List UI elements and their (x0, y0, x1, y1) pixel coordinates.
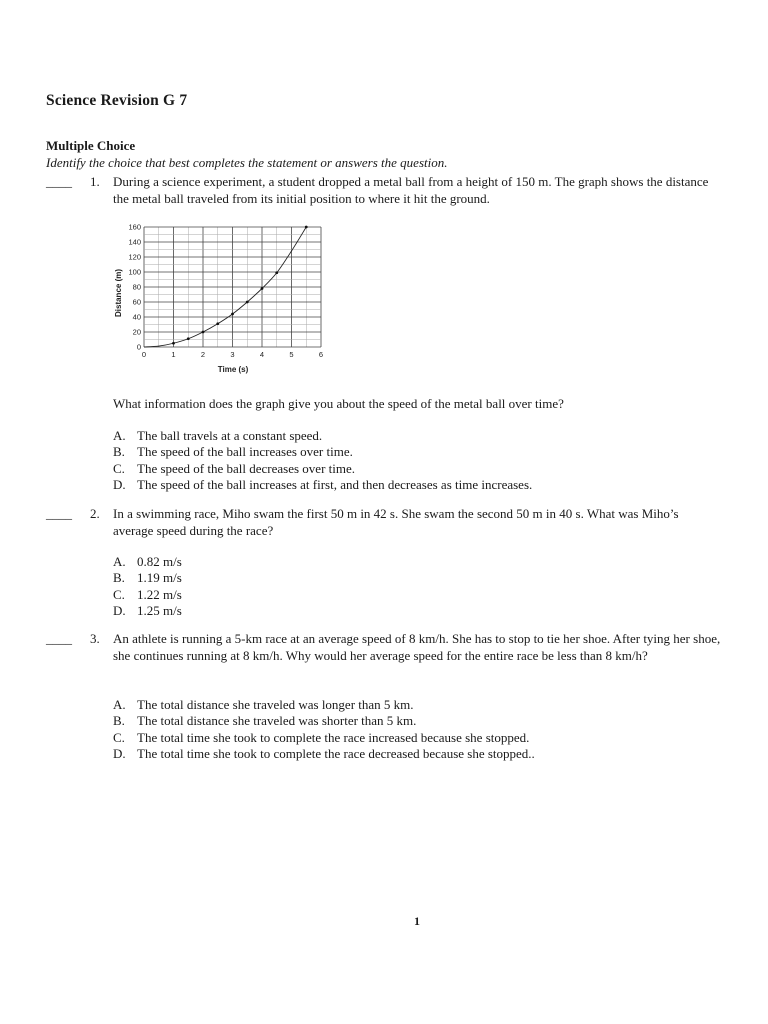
x-tick-label: 5 (289, 350, 294, 359)
data-point (202, 331, 205, 334)
data-point (231, 313, 234, 316)
option-text: 1.22 m/s (137, 586, 182, 602)
x-tick-label: 0 (141, 350, 147, 359)
option-text: The speed of the ball decreases over time. (137, 460, 356, 476)
y-tick-label: 120 (128, 252, 141, 262)
x-tick-label: 2 (200, 350, 206, 359)
option-label: A. (113, 428, 126, 443)
y-tick-label: 0 (136, 342, 141, 352)
y-tick-label: 20 (132, 327, 141, 337)
x-tick-label: 1 (171, 350, 176, 359)
option-label: A. (113, 554, 126, 569)
option-label: A. (113, 697, 126, 712)
option-text: The total time she took to complete the race increased because she stopped. (137, 729, 530, 745)
question-text: During a science experiment, a student dropped a metal ball from a height of 150 m. The graph shows the distance the metal ball traveled from its initial position to where it hit the ground. (113, 174, 709, 206)
answer-blank[interactable]: ____ (46, 506, 72, 521)
question-text: In a swimming race, Miho swam the first 50 m in 42 s. She swam the second 50 m in 40 s. What was Miho’s average speed during the race? (113, 506, 679, 538)
option-label: B. (113, 713, 125, 729)
option-label: D. (113, 603, 126, 619)
y-tick-label: 140 (128, 237, 141, 247)
data-point (275, 271, 278, 274)
option-label: C. (113, 729, 125, 745)
y-tick-label: 160 (128, 222, 141, 232)
answer-blank[interactable]: ____ (46, 174, 72, 189)
instructions: Identify the choice that best completes the statement or answers the question. (46, 155, 448, 170)
answer-blank[interactable]: ____ (46, 631, 72, 646)
option-label: B. (113, 570, 125, 586)
option-label: C. (113, 460, 125, 476)
section-title: Multiple Choice (46, 138, 136, 153)
grid (144, 227, 321, 347)
option-text: The total distance she traveled was shorter than 5 km. (137, 713, 417, 729)
option-text: 1.25 m/s (137, 603, 182, 619)
data-point (187, 337, 190, 340)
x-tick-label: 4 (259, 350, 265, 359)
page-number: 1 (414, 914, 420, 928)
x-axis-label: Time (s) (217, 365, 249, 374)
document-title: Science Revision G 7 (46, 92, 188, 109)
option-text: 0.82 m/s (137, 554, 182, 569)
option-text: The speed of the ball increases over time. (137, 444, 353, 460)
question-text: An athlete is running a 5-km race at an average speed of 8 km/h. She has to stop to tie her shoe. After tying her shoe, she continues running at 8 km/h. Why would her average speed for the entire race be less than 8 km/h? (113, 631, 721, 663)
question-1-sub-question: What information does the graph give you about the speed of the metal ball over time? (113, 396, 564, 411)
x-tick-label: 3 (230, 350, 235, 359)
option-label: D. (113, 477, 126, 493)
option-text: The ball travels at a constant speed. (137, 428, 323, 443)
option-text: The total time she took to complete the race decreased because she stopped.. (137, 746, 535, 762)
question-number: 2. (90, 506, 100, 521)
y-tick-label: 100 (128, 267, 141, 277)
question-number: 3. (90, 631, 100, 646)
y-tick-label: 80 (132, 282, 141, 292)
y-axis-label: Distance (m) (114, 268, 123, 318)
option-text: The total distance she traveled was longer than 5 km. (137, 697, 414, 712)
y-tick-label: 40 (132, 312, 141, 322)
option-label: C. (113, 586, 125, 602)
data-point (246, 301, 249, 304)
data-point (216, 322, 219, 325)
tick-labels (128, 223, 323, 360)
option-label: D. (113, 746, 126, 762)
data-point (305, 226, 308, 229)
y-tick-label: 60 (132, 297, 141, 307)
data-point (172, 342, 175, 345)
data-point (261, 287, 264, 290)
distance-time-graph (110, 216, 330, 376)
question-number: 1. (90, 174, 100, 189)
option-label: B. (113, 444, 125, 460)
option-text: 1.19 m/s (137, 570, 182, 586)
x-tick-label: 6 (318, 350, 324, 359)
option-text: The speed of the ball increases at first, and then decreases as time increases. (137, 477, 533, 493)
data-markers (172, 226, 308, 345)
